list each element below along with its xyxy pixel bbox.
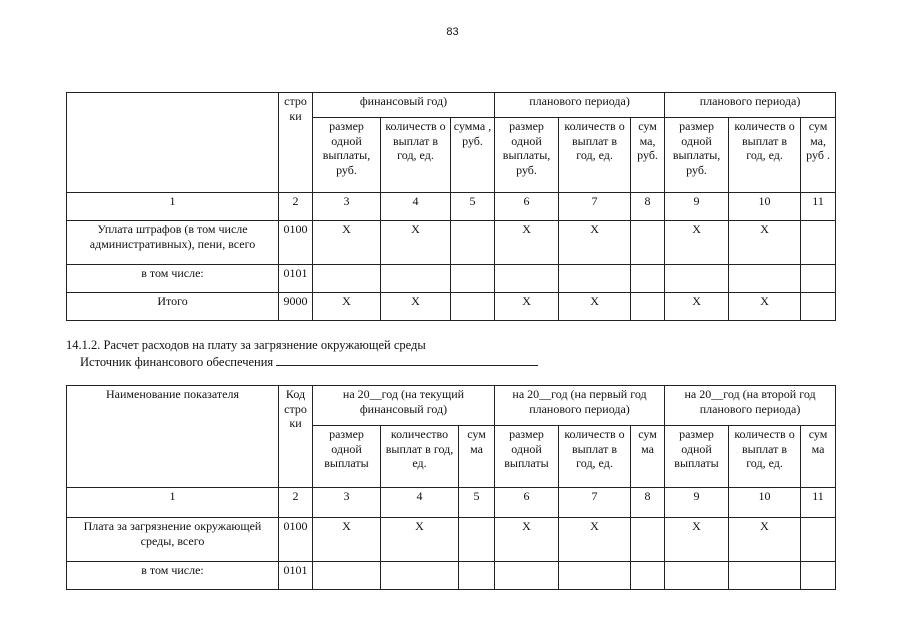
row-cell [801, 293, 836, 321]
row-code: 0101 [279, 265, 313, 293]
column-number: 6 [495, 193, 559, 221]
row-cell [729, 265, 801, 293]
column-number: 6 [495, 488, 559, 518]
table-row [67, 221, 836, 265]
subheader-sum: сум ма [459, 426, 495, 488]
row-cell: X [495, 518, 559, 562]
row-code: 0100 [279, 518, 313, 562]
row-cell [631, 221, 665, 265]
row-cell [631, 562, 665, 590]
row-cell [313, 562, 381, 590]
subheader-sum: сум ма, руб. [631, 118, 665, 193]
row-cell [631, 293, 665, 321]
row-cell: X [559, 293, 631, 321]
subheader-sum: сум ма, руб . [801, 118, 836, 193]
row-cell [801, 221, 836, 265]
column-number: 11 [801, 193, 836, 221]
column-number: 7 [559, 488, 631, 518]
column-number-row [67, 488, 836, 518]
subheader-sum: сумма , руб. [451, 118, 495, 193]
column-number: 5 [451, 193, 495, 221]
column-number: 1 [67, 193, 279, 221]
row-cell [459, 562, 495, 590]
row-cell: X [559, 518, 631, 562]
subheader-payment-count: количеств о выплат в год, ед. [729, 118, 801, 193]
row-cell [801, 562, 836, 590]
row-cell: X [665, 221, 729, 265]
subheader-payment-size: размер одной выплаты [665, 426, 729, 488]
subheader-payment-size: размер одной выплаты, руб. [665, 118, 729, 193]
row-cell [801, 265, 836, 293]
subheader-sum: сум ма [801, 426, 836, 488]
row-cell [631, 518, 665, 562]
table-header-row [67, 386, 836, 426]
column-number: 9 [665, 488, 729, 518]
row-cell: X [729, 293, 801, 321]
name-column-header [67, 93, 279, 193]
period-header-current: финансовый год) [313, 93, 495, 118]
row-cell: X [381, 221, 451, 265]
page-number: 83 [446, 26, 459, 38]
name-column-header: Наименование показателя [67, 386, 279, 488]
row-cell [665, 562, 729, 590]
row-cell [665, 265, 729, 293]
subheader-payment-count: количеств о выплат в год, ед. [381, 118, 451, 193]
column-number: 4 [381, 193, 451, 221]
code-column-header: Код стро ки [279, 386, 313, 488]
row-cell [313, 265, 381, 293]
row-cell: X [559, 221, 631, 265]
row-cell: X [495, 293, 559, 321]
column-number: 10 [729, 488, 801, 518]
column-number: 11 [801, 488, 836, 518]
row-cell [801, 518, 836, 562]
table-header-row [67, 93, 836, 118]
section-title: 14.1.2. Расчет расходов на плату за загрязнение окружающей среды [66, 338, 426, 352]
funding-source-blank [276, 354, 538, 366]
row-cell: X [495, 221, 559, 265]
row-code: 9000 [279, 293, 313, 321]
row-cell: X [665, 293, 729, 321]
period-header-current: на 20__год (на текущий финансовый год) [313, 386, 495, 426]
row-name: в том числе: [67, 265, 279, 293]
row-cell [381, 562, 459, 590]
row-cell [495, 562, 559, 590]
column-number: 9 [665, 193, 729, 221]
row-code: 0101 [279, 562, 313, 590]
row-cell [381, 265, 451, 293]
row-name: Плата за загрязнение окружающей среды, всего [67, 518, 279, 562]
total-row [67, 293, 836, 321]
row-cell [451, 265, 495, 293]
column-number: 2 [279, 193, 313, 221]
row-cell: X [665, 518, 729, 562]
row-cell [451, 221, 495, 265]
period-header-second: планового периода) [665, 93, 836, 118]
row-cell: X [313, 293, 381, 321]
row-cell [559, 265, 631, 293]
funding-source-line [80, 354, 538, 370]
table-row [67, 518, 836, 562]
period-header-first: планового периода) [495, 93, 665, 118]
row-cell: X [313, 221, 381, 265]
subheader-payment-size: размер одной выплаты, руб. [313, 118, 381, 193]
column-number: 3 [313, 488, 381, 518]
subheader-payment-size: размер одной выплаты [495, 426, 559, 488]
row-cell [631, 265, 665, 293]
subheader-payment-count: количеств о выплат в год, ед. [559, 118, 631, 193]
subheader-payment-count: количеств о выплат в год, ед. [729, 426, 801, 488]
pollution-fee-table [66, 385, 836, 590]
column-number: 2 [279, 488, 313, 518]
row-code: 0100 [279, 221, 313, 265]
subheader-payment-size: размер одной выплаты, руб. [495, 118, 559, 193]
subheader-payment-size: размер одной выплаты [313, 426, 381, 488]
row-cell: X [381, 293, 451, 321]
penalties-table [66, 92, 836, 321]
row-name: Итого [67, 293, 279, 321]
period-header-second: на 20__год (на второй год планового периода) [665, 386, 836, 426]
column-number: 7 [559, 193, 631, 221]
period-header-first: на 20__год (на первый год планового периода) [495, 386, 665, 426]
column-number: 8 [631, 193, 665, 221]
row-cell [459, 518, 495, 562]
funding-source-label: Источник финансового обеспечения [80, 355, 274, 369]
column-number: 8 [631, 488, 665, 518]
column-number: 5 [459, 488, 495, 518]
table-row [67, 562, 836, 590]
column-number-row [67, 193, 836, 221]
subheader-payment-count: количеств о выплат в год, ед. [559, 426, 631, 488]
row-cell [559, 562, 631, 590]
column-number: 10 [729, 193, 801, 221]
row-cell [495, 265, 559, 293]
row-name: в том числе: [67, 562, 279, 590]
subheader-payment-count: количество выплат в год, ед. [381, 426, 459, 488]
row-cell: X [729, 221, 801, 265]
column-number: 3 [313, 193, 381, 221]
row-cell [451, 293, 495, 321]
column-number: 4 [381, 488, 459, 518]
row-cell: X [729, 518, 801, 562]
row-cell: X [313, 518, 381, 562]
row-cell [729, 562, 801, 590]
column-number: 1 [67, 488, 279, 518]
subheader-sum: сум ма [631, 426, 665, 488]
code-column-header: стро ки [279, 93, 313, 193]
row-cell: X [381, 518, 459, 562]
table-row [67, 265, 836, 293]
row-name: Уплата штрафов (в том числе административных), пени, всего [67, 221, 279, 265]
